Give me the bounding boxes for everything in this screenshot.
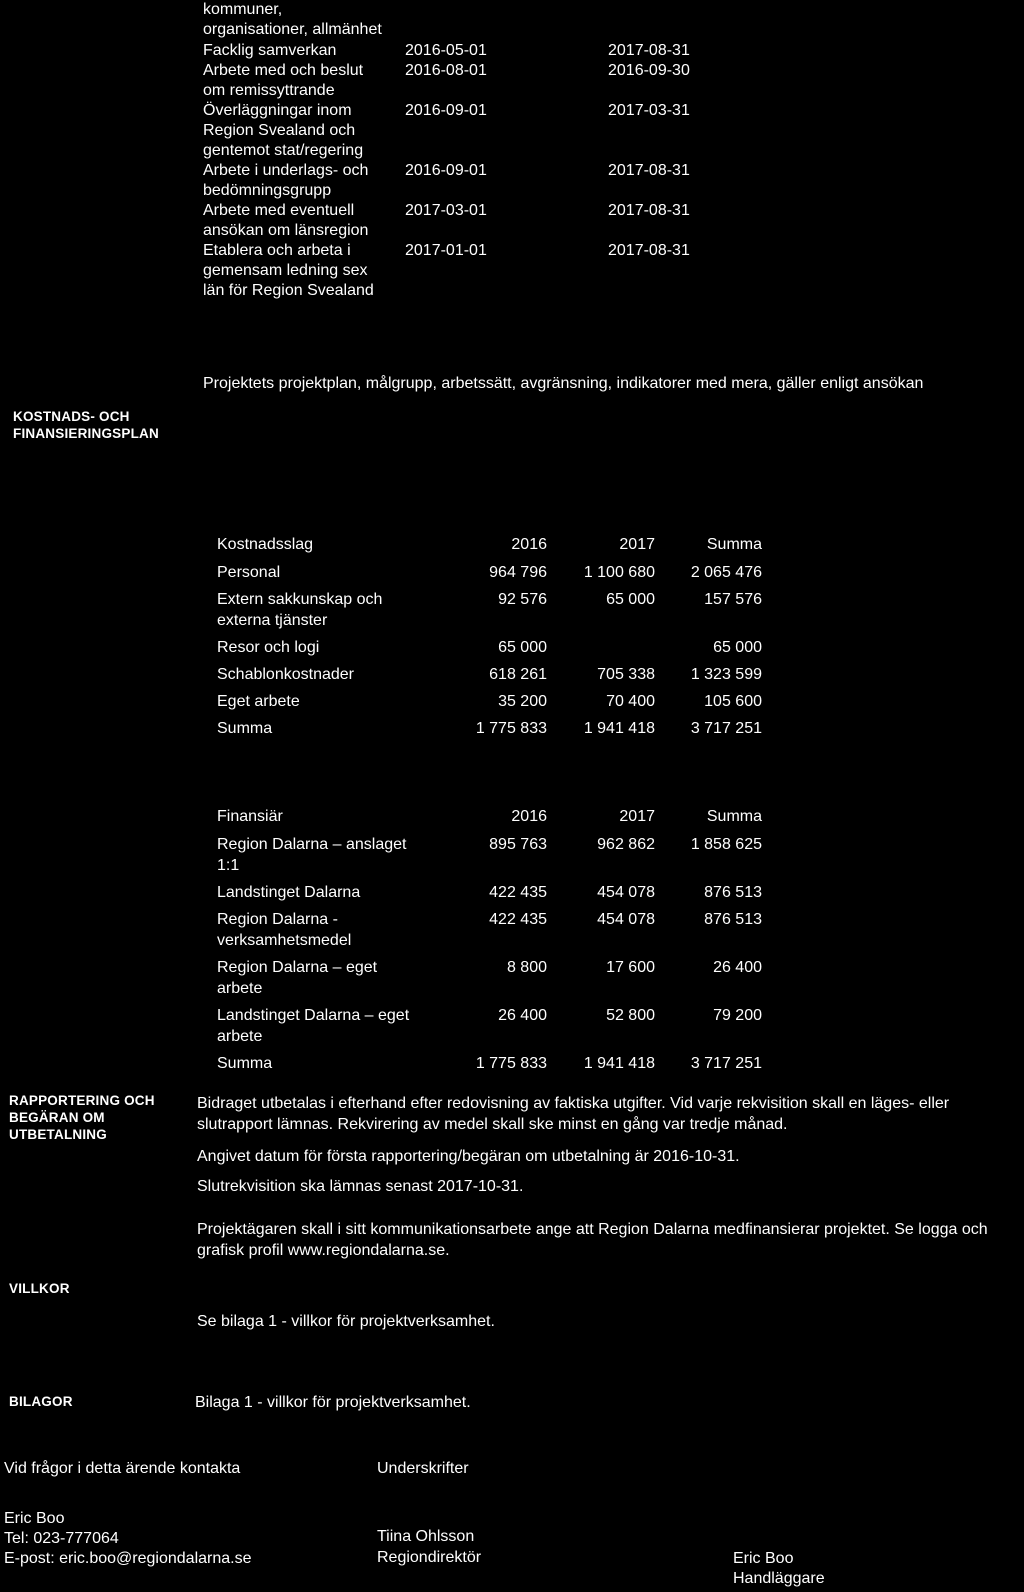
signer-2-name: Eric Boo	[733, 1550, 794, 1567]
cell-value	[547, 637, 655, 664]
activity-row	[203, 61, 718, 101]
activity-name: Facklig samverkan	[203, 42, 337, 59]
activity-start: 2016-05-01	[405, 42, 487, 59]
table-row	[217, 1053, 762, 1080]
activity-end: 2017-03-31	[608, 102, 690, 119]
table-row	[217, 909, 762, 957]
row-label: Schablonkostnader	[217, 666, 354, 683]
row-label: Region Dalarna – anslaget 1:1	[217, 836, 407, 874]
activity-name: Arbete med och beslut om remissyttrande	[203, 62, 364, 99]
activity-row	[203, 201, 718, 241]
cell-value: 2016	[511, 808, 547, 825]
cell-value: 65 000	[606, 591, 655, 608]
activity-name: Arbete med eventuell ansökan om länsregion	[203, 202, 369, 239]
cell-value: 454 078	[597, 884, 655, 901]
table-row	[217, 664, 762, 691]
cell-value: 895 763	[489, 836, 547, 853]
activity-start: 2016-09-01	[405, 102, 487, 119]
cell-value: 1 775 833	[475, 1055, 547, 1072]
cell-value: 422 435	[489, 884, 547, 901]
row-label: Summa	[217, 1055, 273, 1072]
cell-value: 618 261	[489, 666, 547, 683]
table-row	[217, 562, 762, 589]
cell-value: 964 796	[489, 564, 547, 581]
row-label: Personal	[217, 564, 281, 581]
activity-start: 2016-09-01	[405, 162, 487, 179]
activity-end: 2017-08-31	[608, 242, 690, 259]
cell-value: 2016	[511, 536, 547, 553]
activity-row	[203, 101, 718, 161]
cell-value: Summa	[706, 808, 762, 825]
activities-intro: kommuner, organisationer, allmänhet	[203, 1, 382, 38]
table-header-row	[217, 806, 762, 834]
cell-value: 3 717 251	[690, 1055, 762, 1072]
cell-value: 454 078	[597, 911, 655, 928]
cell-value: 705 338	[597, 666, 655, 683]
cell-value: 70 400	[606, 693, 655, 710]
cell-value: 157 576	[704, 591, 762, 608]
row-label: Summa	[217, 720, 273, 737]
cell-value: 2017	[619, 808, 655, 825]
cell-value: 962 862	[597, 836, 655, 853]
cell-value: 876 513	[704, 884, 762, 901]
cell-value: 876 513	[704, 911, 762, 928]
cell-value: 1 323 599	[690, 666, 762, 683]
conditions-text: Se bilaga 1 - villkor för projektverksamhet.	[197, 1313, 495, 1330]
cell-value: 2017	[619, 536, 655, 553]
row-label: Resor och logi	[217, 639, 320, 656]
row-label: Landstinget Dalarna – eget arbete	[217, 1007, 410, 1045]
cell-value: 35 200	[498, 693, 547, 710]
conditions-heading: VILLKOR	[9, 1281, 70, 1296]
contact-name: Eric Boo	[4, 1510, 65, 1527]
cell-value: 65 000	[713, 639, 762, 656]
reporting-paragraph-1: Bidraget utbetalas i efterhand efter redovisning av faktiska utgifter. Vid varje rekvisition skall en läges- eller slutrapport lämnas. Rekvirering av medel skall ske minst en gång var tredje månad.	[197, 1095, 950, 1133]
cell-value: 2 065 476	[690, 564, 762, 581]
activity-start: 2017-03-01	[405, 202, 487, 219]
table-header-row	[217, 534, 762, 562]
row-label: Finansiär	[217, 808, 283, 825]
cell-value: 1 100 680	[583, 564, 655, 581]
cell-value: 1 775 833	[475, 720, 547, 737]
table-row	[217, 589, 762, 637]
activities-table	[203, 41, 723, 301]
contact-email: E-post: eric.boo@regiondalarna.se	[4, 1550, 252, 1567]
cell-value: 422 435	[489, 911, 547, 928]
cost-plan-heading: KOSTNADS- OCH FINANSIERINGSPLAN	[13, 409, 159, 441]
project-note: Projektets projektplan, målgrupp, arbetssätt, avgränsning, indikatorer med mera, gäller enligt ansökan	[203, 375, 924, 392]
activity-row	[203, 241, 718, 301]
reporting-heading: RAPPORTERING OCH BEGÄRAN OM UTBETALNING	[9, 1093, 155, 1142]
attachments-text: Bilaga 1 - villkor för projektverksamhet.	[195, 1394, 471, 1411]
activity-name: Etablera och arbeta i gemensam ledning sex län för Region Svealand	[203, 242, 374, 299]
activity-start: 2017-01-01	[405, 242, 487, 259]
cell-value: 52 800	[606, 1007, 655, 1024]
cell-value: 8 800	[506, 959, 547, 976]
signer-1-name: Tiina Ohlsson	[377, 1528, 475, 1545]
table-row	[217, 957, 762, 1005]
activity-end: 2016-09-30	[608, 62, 690, 79]
row-label: Landstinget Dalarna	[217, 884, 361, 901]
table-row	[217, 718, 762, 745]
cell-value: 79 200	[713, 1007, 762, 1024]
signer-2-title: Handläggare	[733, 1570, 825, 1587]
signer-1-title: Regiondirektör	[377, 1549, 482, 1566]
cell-value: 105 600	[704, 693, 762, 710]
row-label: Eget arbete	[217, 693, 300, 710]
cell-value: 65 000	[498, 639, 547, 656]
row-label: Region Dalarna – eget arbete	[217, 959, 378, 997]
activity-name: Arbete i underlags- och bedömningsgrupp	[203, 162, 369, 199]
reporting-paragraph-4: Projektägaren skall i sitt kommunikationsarbete ange att Region Dalarna medfinansierar projektet. Se logga och grafisk profil www.regiondalarna.se.	[197, 1221, 988, 1259]
cost-table	[217, 534, 762, 745]
financing-table	[217, 806, 762, 1080]
cell-value: 3 717 251	[690, 720, 762, 737]
activity-row	[203, 41, 718, 61]
reporting-paragraph-3: Slutrekvisition ska lämnas senast 2017-10-31.	[197, 1178, 524, 1195]
cell-value: 1 941 418	[583, 1055, 655, 1072]
activity-start: 2016-08-01	[405, 62, 487, 79]
cell-value: 92 576	[498, 591, 547, 608]
table-row	[217, 691, 762, 718]
cell-value: 1 858 625	[690, 836, 762, 853]
cell-value: 1 941 418	[583, 720, 655, 737]
cell-value: 26 400	[498, 1007, 547, 1024]
activity-row	[203, 161, 718, 201]
table-row	[217, 637, 762, 664]
activity-end: 2017-08-31	[608, 162, 690, 179]
activity-end: 2017-08-31	[608, 202, 690, 219]
contact-phone: Tel: 023-777064	[4, 1530, 119, 1547]
cell-value: 26 400	[713, 959, 762, 976]
row-label: Extern sakkunskap och externa tjänster	[217, 591, 383, 629]
table-row	[217, 882, 762, 909]
table-row	[217, 1005, 762, 1053]
activity-name: Överläggningar inom Region Svealand och gentemot stat/regering	[203, 102, 364, 159]
reporting-paragraph-2: Angivet datum för första rapportering/begäran om utbetalning är 2016-10-31.	[197, 1148, 740, 1165]
contact-label: Vid frågor i detta ärende kontakta	[4, 1460, 241, 1477]
attachments-heading: BILAGOR	[9, 1394, 73, 1409]
row-label: Kostnadsslag	[217, 536, 314, 553]
cell-value: 17 600	[606, 959, 655, 976]
table-row	[217, 834, 762, 882]
cell-value: Summa	[706, 536, 762, 553]
row-label: Region Dalarna - verksamhetsmedel	[217, 911, 352, 949]
activity-end: 2017-08-31	[608, 42, 690, 59]
signatures-label: Underskrifter	[377, 1460, 469, 1477]
